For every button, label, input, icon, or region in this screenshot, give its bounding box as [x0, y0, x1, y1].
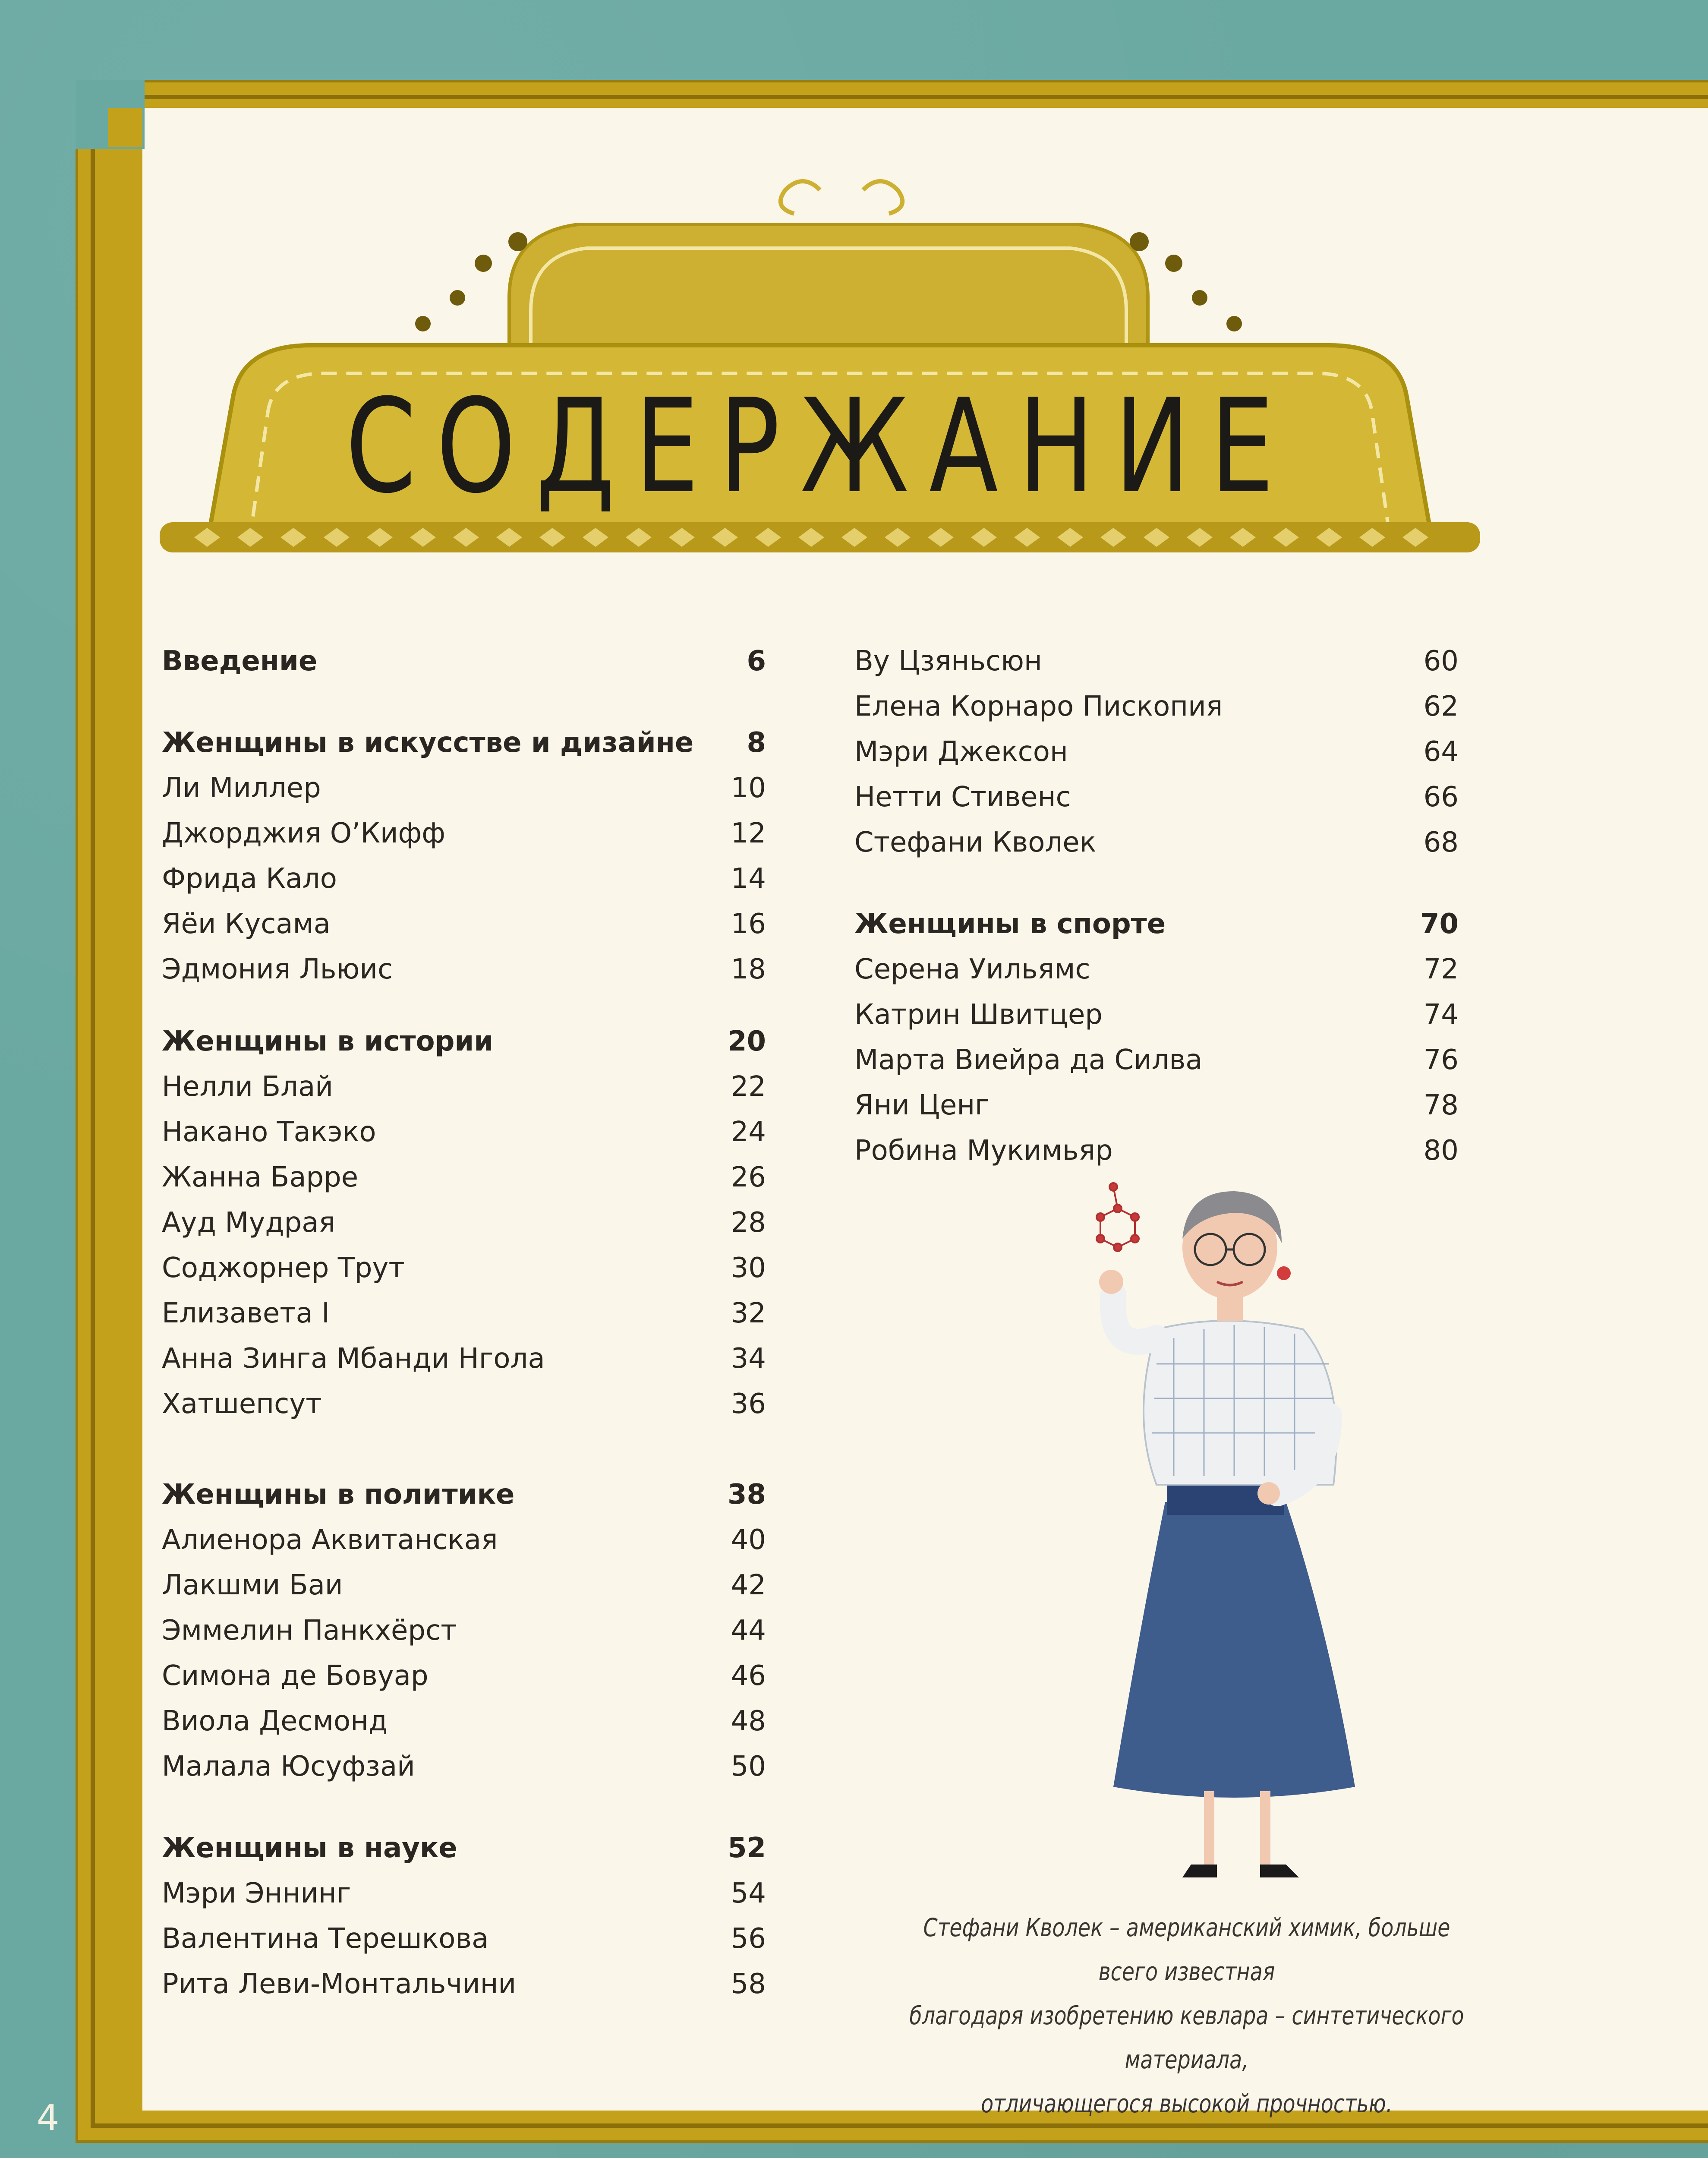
toc-entry-page: 80: [1423, 1135, 1459, 1167]
toc-entry[interactable]: [162, 1962, 766, 2007]
toc-spacer: [162, 684, 766, 720]
toc-entry-page: 14: [731, 863, 766, 895]
toc-entry-title: Алиенора Аквитанская: [162, 1524, 498, 1556]
toc-entry[interactable]: [854, 729, 1459, 775]
toc-entry-page: 44: [731, 1615, 766, 1647]
toc-entry[interactable]: [854, 1038, 1459, 1083]
toc-entry-page: 36: [731, 1388, 766, 1420]
toc-entry-title: Ву Цзяньсюн: [854, 645, 1042, 677]
toc-entry-page: 50: [731, 1751, 766, 1783]
toc-entry[interactable]: [162, 1653, 766, 1699]
toc-entry-title: Хатшепсут: [162, 1388, 322, 1420]
toc-entry-title: Мэри Джексон: [854, 736, 1068, 768]
toc-entry-title: Нетти Стивенс: [854, 781, 1071, 813]
toc-entry-title: Эммелин Панкхёрст: [162, 1615, 457, 1647]
toc-entry[interactable]: [854, 820, 1459, 865]
toc-entry-page: 74: [1423, 999, 1459, 1031]
toc-entry-title: Рита Леви-Монтальчини: [162, 1968, 517, 2000]
toc-entry-title: Валентина Терешкова: [162, 1923, 489, 1955]
toc-entry-title: Женщины в искусстве и дизайне: [162, 727, 694, 759]
toc-entry-page: 12: [731, 817, 766, 849]
toc-entry[interactable]: [854, 1128, 1459, 1174]
toc-entry-page: 70: [1420, 908, 1459, 940]
toc-spacer: [162, 1789, 766, 1826]
toc-entry-title: Яни Ценг: [854, 1089, 990, 1121]
toc-entry-page: 46: [731, 1660, 766, 1692]
toc-entry-page: 58: [731, 1968, 766, 2000]
toc-entry-title: Робина Мукимьяр: [854, 1135, 1113, 1167]
toc-entry[interactable]: [162, 766, 766, 811]
toc-entry-page: 34: [731, 1343, 766, 1375]
toc-entry[interactable]: [162, 947, 766, 992]
toc-entry-title: Женщины в политике: [162, 1479, 515, 1511]
stephanie-kwolek-figure: [1001, 1174, 1459, 1908]
toc-entry-page: 76: [1423, 1044, 1459, 1076]
toc-entry-page: 6: [747, 645, 766, 677]
toc-section-heading[interactable]: [162, 639, 766, 684]
toc-right-column: [854, 639, 1459, 1174]
toc-entry[interactable]: [162, 1916, 766, 1962]
toc-entry-title: Виола Десмонд: [162, 1705, 388, 1737]
toc-entry-page: 24: [731, 1116, 766, 1148]
toc-entry[interactable]: [162, 1699, 766, 1744]
toc-entry-title: Фрида Кало: [162, 863, 337, 895]
toc-entry[interactable]: [854, 639, 1459, 684]
toc-left-column: [162, 639, 766, 2007]
toc-entry-page: 68: [1423, 827, 1459, 858]
toc-entry[interactable]: [854, 947, 1459, 992]
toc-entry-title: Женщины в истории: [162, 1025, 494, 1057]
toc-section-heading[interactable]: [162, 1019, 766, 1064]
toc-entry-title: Марта Виейра да Силва: [854, 1044, 1203, 1076]
toc-entry[interactable]: [162, 1518, 766, 1563]
frame-corner-notch-fill: [108, 108, 142, 147]
toc-entry-title: Лакшми Баи: [162, 1569, 343, 1601]
caption-line-1: Стефани Кволек – американский химик, больше всего известная: [923, 1913, 1450, 1986]
toc-entry[interactable]: [162, 1246, 766, 1291]
toc-spacer: [162, 1427, 766, 1472]
caption-line-2: благодаря изобретению кевлара – синтетического материала,: [909, 2001, 1464, 2074]
toc-entry-page: 64: [1423, 736, 1459, 768]
toc-entry[interactable]: [162, 1110, 766, 1155]
toc-entry-title: Елена Корнаро Пископия: [854, 691, 1223, 722]
toc-entry[interactable]: [162, 1291, 766, 1336]
toc-entry-title: Мэри Эннинг: [162, 1877, 351, 1909]
toc-entry-title: Женщины в спорте: [854, 908, 1166, 940]
toc-entry-title: Стефани Кволек: [854, 827, 1097, 858]
toc-entry-title: Яёи Кусама: [162, 908, 331, 940]
toc-entry-title: Катрин Швитцер: [854, 999, 1103, 1031]
toc-entry-page: 26: [731, 1161, 766, 1193]
toc-entry[interactable]: [162, 1155, 766, 1200]
toc-entry-page: 48: [731, 1705, 766, 1737]
toc-entry[interactable]: [162, 856, 766, 902]
toc-entry-page: 20: [727, 1025, 766, 1057]
toc-entry-page: 16: [731, 908, 766, 940]
toc-section-heading[interactable]: [162, 720, 766, 766]
toc-entry-title: Серена Уильямс: [854, 953, 1090, 985]
page-title: СОДЕРЖАНИЕ: [345, 371, 1295, 522]
toc-entry-page: 42: [731, 1569, 766, 1601]
toc-entry[interactable]: [162, 1336, 766, 1382]
toc-entry-title: Елизавета I: [162, 1297, 330, 1329]
caption-line-3: отличающегося высокой прочностью.: [981, 2089, 1393, 2118]
toc-entry[interactable]: [162, 1563, 766, 1608]
toc-entry-page: 18: [731, 953, 766, 985]
toc-section-heading[interactable]: [162, 1826, 766, 1871]
toc-entry-page: 54: [731, 1877, 766, 1909]
toc-entry[interactable]: [854, 1083, 1459, 1128]
toc-entry[interactable]: [162, 1744, 766, 1789]
toc-entry-page: 56: [731, 1923, 766, 1955]
toc-entry[interactable]: [162, 1064, 766, 1110]
toc-entry-title: Женщины в науке: [162, 1832, 457, 1864]
toc-entry-title: Ауд Мудрая: [162, 1207, 335, 1239]
title-banner: [155, 155, 1484, 570]
toc-entry-title: Ли Миллер: [162, 772, 321, 804]
toc-entry-page: 78: [1423, 1089, 1459, 1121]
toc-spacer: [854, 865, 1459, 902]
toc-entry-title: Накано Такэко: [162, 1116, 376, 1148]
toc-entry[interactable]: [162, 1608, 766, 1653]
toc-entry[interactable]: [854, 684, 1459, 729]
toc-entry-page: 52: [727, 1832, 766, 1864]
toc-entry-page: 66: [1423, 781, 1459, 813]
toc-entry-page: 62: [1423, 691, 1459, 722]
toc-entry-page: 40: [731, 1524, 766, 1556]
toc-entry-title: Нелли Блай: [162, 1071, 333, 1103]
toc-entry-title: Соджорнер Трут: [162, 1252, 405, 1284]
toc-entry[interactable]: [162, 1871, 766, 1916]
toc-entry-page: 28: [731, 1207, 766, 1239]
toc-spacer: [162, 992, 766, 1019]
toc-entry[interactable]: [854, 992, 1459, 1038]
toc-entry[interactable]: [854, 775, 1459, 820]
toc-entry-title: Малала Юсуфзай: [162, 1751, 415, 1783]
page-number: 4: [37, 2098, 60, 2139]
toc-entry-page: 32: [731, 1297, 766, 1329]
illustration-caption: [907, 1906, 1466, 2126]
toc-entry-title: Анна Зинга Мбанди Нгола: [162, 1343, 545, 1375]
toc-entry-page: 60: [1423, 645, 1459, 677]
toc-entry-page: 8: [747, 727, 766, 759]
toc-entry-title: Жанна Барре: [162, 1161, 359, 1193]
toc-entry-page: 22: [731, 1071, 766, 1103]
toc-entry-title: Джорджия О’Кифф: [162, 817, 445, 849]
toc-entry-page: 30: [731, 1252, 766, 1284]
toc-section-heading[interactable]: [162, 1472, 766, 1518]
toc-entry-title: Эдмония Льюис: [162, 953, 393, 985]
toc-section-heading[interactable]: [854, 902, 1459, 947]
scientist-illustration: [1001, 1174, 1459, 1908]
toc-entry[interactable]: [162, 1200, 766, 1246]
toc-entry[interactable]: [162, 1382, 766, 1427]
toc-entry-page: 10: [731, 772, 766, 804]
toc-entry-title: Введение: [162, 645, 318, 677]
toc-entry-page: 72: [1423, 953, 1459, 985]
toc-entry[interactable]: [162, 811, 766, 856]
toc-entry[interactable]: [162, 902, 766, 947]
toc-entry-title: Симона де Бовуар: [162, 1660, 429, 1692]
toc-entry-page: 38: [727, 1479, 766, 1511]
